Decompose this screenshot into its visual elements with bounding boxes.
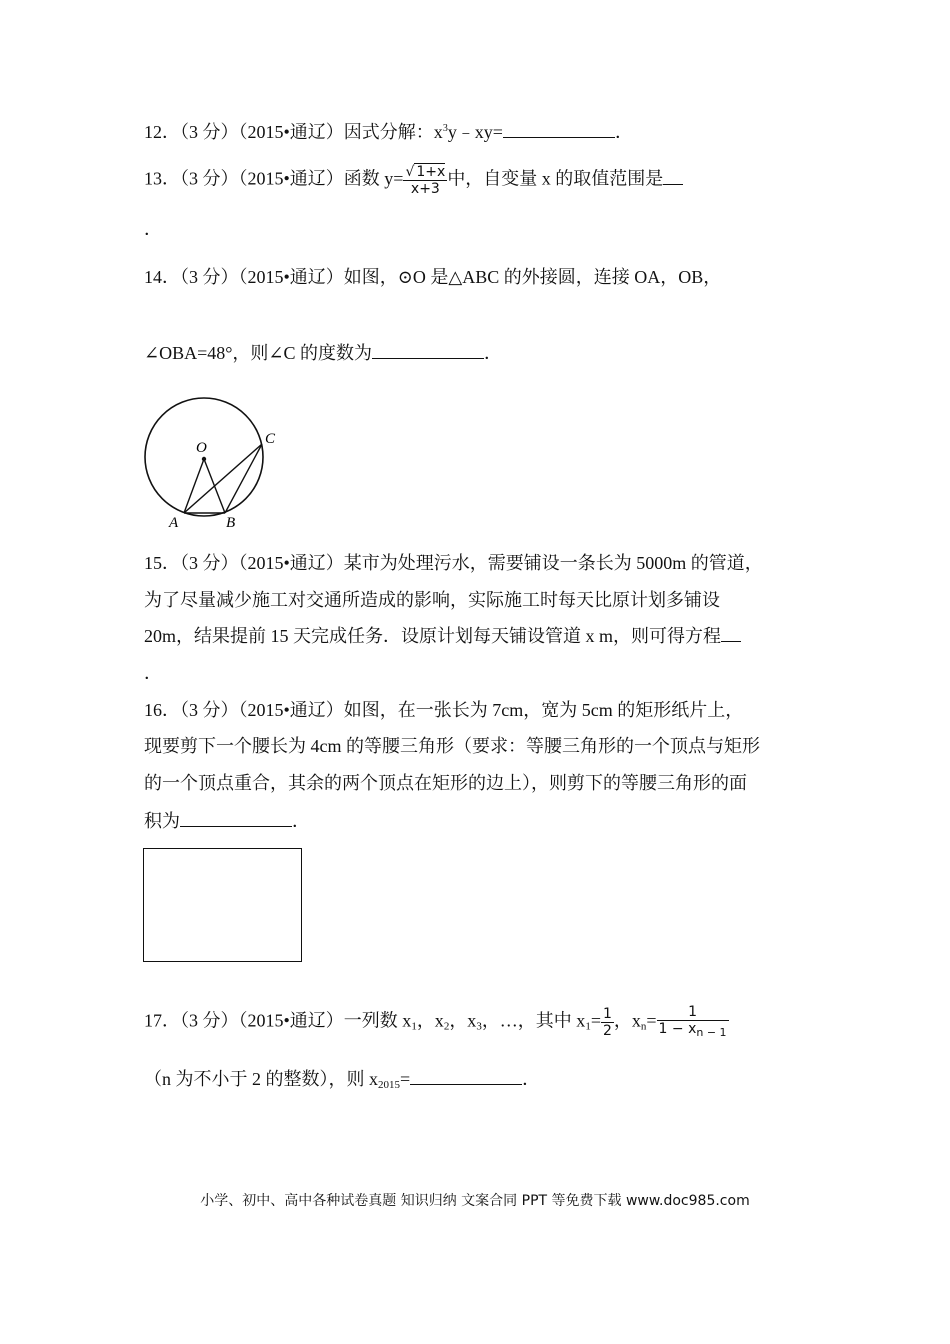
q17-sub1: 1 bbox=[411, 1020, 417, 1033]
q16-line1: 16．（3 分）（2015•通辽）如图，在一张长为 7cm，宽为 5cm 的矩形纸片上， bbox=[144, 700, 744, 720]
q13-answer-blank[interactable] bbox=[663, 166, 683, 185]
q16-answer-blank[interactable] bbox=[180, 808, 292, 827]
q14-answer-blank[interactable] bbox=[372, 340, 484, 359]
q16-line4-prefix: 积为 bbox=[144, 811, 180, 831]
q15-line3 bbox=[144, 623, 741, 649]
q16-line3: 的一个顶点重合，其余的两个顶点在矩形的边上），则剪下的等腰三角形的面 bbox=[144, 773, 747, 793]
q12-answer-blank[interactable] bbox=[503, 119, 615, 138]
q13-dot: ． bbox=[144, 219, 162, 239]
q12-mid: y﹣xy= bbox=[447, 122, 503, 142]
q14-line2-prefix: ∠OBA=48°，则∠C 的度数为 bbox=[144, 343, 373, 363]
q17-f1-num: 1 bbox=[602, 1006, 612, 1022]
q14-line1: 14．（3 分）（2015•通辽）如图，⊙O 是△ABC 的外接圆，连接 OA，OB， bbox=[144, 267, 722, 287]
q17-c2: ，x bbox=[449, 1010, 477, 1031]
q17-answer-blank[interactable] bbox=[410, 1066, 522, 1085]
q13-frac-den: x+3 bbox=[403, 180, 447, 197]
q17-fraction-recurrence bbox=[657, 1004, 729, 1041]
q17-sub3: 3 bbox=[476, 1020, 482, 1033]
label-O: O bbox=[196, 440, 207, 456]
circle-triangle-figure bbox=[138, 395, 286, 530]
q13-fraction: $\frac{√ 1+x}{x+3}$ bbox=[405, 164, 446, 197]
rectangle-figure bbox=[143, 848, 302, 962]
label-A: A bbox=[169, 515, 179, 530]
question-12 bbox=[144, 116, 633, 145]
q17-prefix: 17．（3 分）（2015•通辽）一列数 x bbox=[144, 1010, 412, 1031]
q17-sub-n: n bbox=[640, 1020, 647, 1033]
footer-text: 小学、初中、高中各种试卷真题 知识归纳 文案合同 PPT 等免费下载 www.doc985.com bbox=[200, 1193, 750, 1209]
q12-end: ． bbox=[614, 122, 633, 142]
q13-mid: 中，自变量 x 的取值范围是 bbox=[447, 168, 664, 189]
q17-f2-den-sub: n − 1 bbox=[696, 1026, 727, 1039]
q14-line2 bbox=[144, 340, 502, 366]
q12-exponent: 3 bbox=[442, 123, 448, 134]
q17-f1-den: 2 bbox=[602, 1023, 612, 1039]
question-13 bbox=[144, 164, 683, 197]
q17-f2-num: 1 bbox=[688, 1004, 698, 1020]
center-point bbox=[202, 457, 206, 461]
q15-answer-blank[interactable] bbox=[721, 623, 741, 642]
q12-prefix: 12．（3 分）（2015•通辽）因式分解：x bbox=[144, 122, 443, 142]
segment-BC bbox=[225, 444, 262, 513]
q15-line3-text: 20m，结果提前 15 天完成任务．设原计划每天铺设管道 x m，则可得方程 bbox=[144, 626, 721, 646]
q17-line2-sub: 2015 bbox=[378, 1079, 400, 1091]
q17-fraction-half bbox=[601, 1006, 614, 1039]
q17-line2-end: ． bbox=[522, 1069, 541, 1089]
q17-c3: ，…，其中 x bbox=[481, 1010, 586, 1031]
q17-c1: ，x bbox=[416, 1010, 444, 1031]
q17-line2 bbox=[144, 1066, 540, 1098]
q17-c4: ，x bbox=[613, 1010, 641, 1031]
label-B: B bbox=[226, 515, 236, 530]
q16-line4-end: ． bbox=[292, 811, 310, 831]
q17-sub4: 1 bbox=[585, 1020, 591, 1033]
q15-line2: 为了尽量减少施工对交通所造成的影响，实际施工时每天比原计划多铺设 bbox=[144, 590, 720, 610]
q15-line1: 15．（3 分）（2015•通辽）某市为处理污水，需要铺设一条长为 5000m 的管道， bbox=[144, 553, 763, 573]
q17-line2-eq: = bbox=[400, 1069, 411, 1089]
label-C: C bbox=[265, 431, 276, 447]
q17-f2-den: 1 − x bbox=[658, 1021, 697, 1037]
q17-eq1: = bbox=[590, 1010, 601, 1031]
q15-dot: ． bbox=[144, 663, 162, 683]
q17-line2-prefix: （n 为不小于 2 的整数），则 x bbox=[144, 1069, 378, 1089]
q14-line2-end: ． bbox=[484, 343, 503, 363]
q17-sub2: 2 bbox=[443, 1020, 450, 1033]
q13-prefix: 13．（3 分）（2015•通辽）函数 y= bbox=[144, 168, 404, 189]
q17-f2-den-wrap bbox=[657, 1020, 729, 1041]
q13-frac-num: 1+x bbox=[416, 164, 446, 180]
q17-eq2: = bbox=[646, 1010, 657, 1031]
q16-line4 bbox=[144, 808, 310, 834]
question-17 bbox=[144, 1004, 729, 1041]
q16-line2: 现要剪下一个腰长为 4cm 的等腰三角形（要求：等腰三角形的一个顶点与矩形 bbox=[144, 736, 760, 756]
